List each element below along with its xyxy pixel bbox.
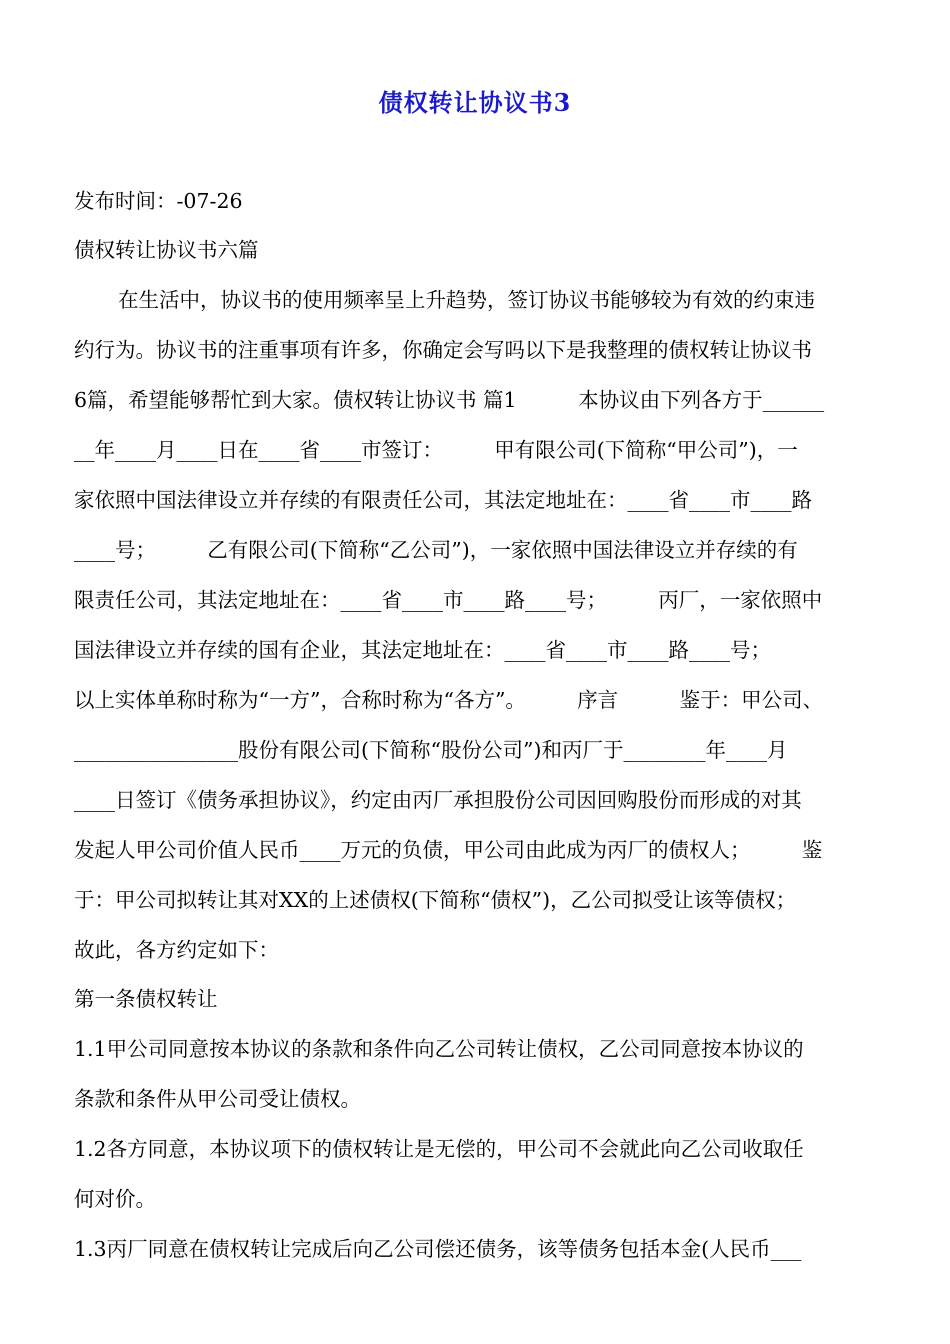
- body-line: 故此，各方约定如下：: [74, 938, 279, 962]
- clause-line: 1.2各方同意，本协议项下的债权转让是无偿的，甲公司不会就此向乙公司收取任: [74, 1137, 804, 1161]
- body-line: 国法律设立并存续的国有企业，其法定地址在：____省____市____路____号；: [74, 638, 771, 662]
- section-heading: 第一条债权转让: [74, 987, 218, 1011]
- body-line: ________________股份有限公司(下简称“股份公司”)和丙厂于________年____月: [74, 738, 788, 762]
- body-line: ____号； 乙有限公司(下简称“乙公司”)，一家依照中国法律设立并存续的有: [74, 538, 798, 562]
- body-line: 于：甲公司拟转让其对XX的上述债权(下简称“债权”)，乙公司拟受让该等债权；: [74, 888, 797, 912]
- publish-date: 发布时间：-07-26: [74, 189, 243, 213]
- subtitle-line: 债权转让协议书六篇: [74, 238, 259, 262]
- body-line: ____日签订《债务承担协议》，约定由丙厂承担股份公司因回购股份而形成的对其: [74, 788, 802, 812]
- body-line: __年____月____日在____省____市签订： 甲有限公司(下简称“甲公司”)，一: [74, 438, 798, 462]
- clause-line: 1.3丙厂同意在债权转让完成后向乙公司偿还债务，该等债务包括本金(人民币___: [74, 1237, 802, 1261]
- clause-line: 1.1甲公司同意按本协议的条款和条件向乙公司转让债权，乙公司同意按本协议的: [74, 1037, 804, 1061]
- body-line: 家依照中国法律设立并存续的有限责任公司，其法定地址在：____省____市____路: [74, 488, 812, 512]
- body-line: 6篇，希望能够帮忙到大家。债权转让协议书 篇1 本协议由下列各方于______: [74, 388, 825, 412]
- body-line: 发起人甲公司价值人民币____万元的负债，甲公司由此成为丙厂的债权人； 鉴: [74, 838, 823, 862]
- document-title: 债权转让协议书3: [378, 88, 572, 117]
- body-line: 限责任公司，其法定地址在：____省____市____路____号； 丙厂，一家依照中: [74, 588, 823, 612]
- clause-line: 何对价。: [74, 1187, 156, 1211]
- body-line: 在生活中，协议书的使用频率呈上升趋势，签订协议书能够较为有效的约束违: [118, 288, 815, 312]
- clause-line: 条款和条件从甲公司受让债权。: [74, 1087, 361, 1111]
- body-line: 约行为。协议书的注重事项有许多，你确定会写吗以下是我整理的债权转让协议书: [74, 338, 812, 362]
- body-line: 以上实体单称时称为“一方”，合称时称为“各方”。 序言 鉴于：甲公司、: [74, 688, 824, 712]
